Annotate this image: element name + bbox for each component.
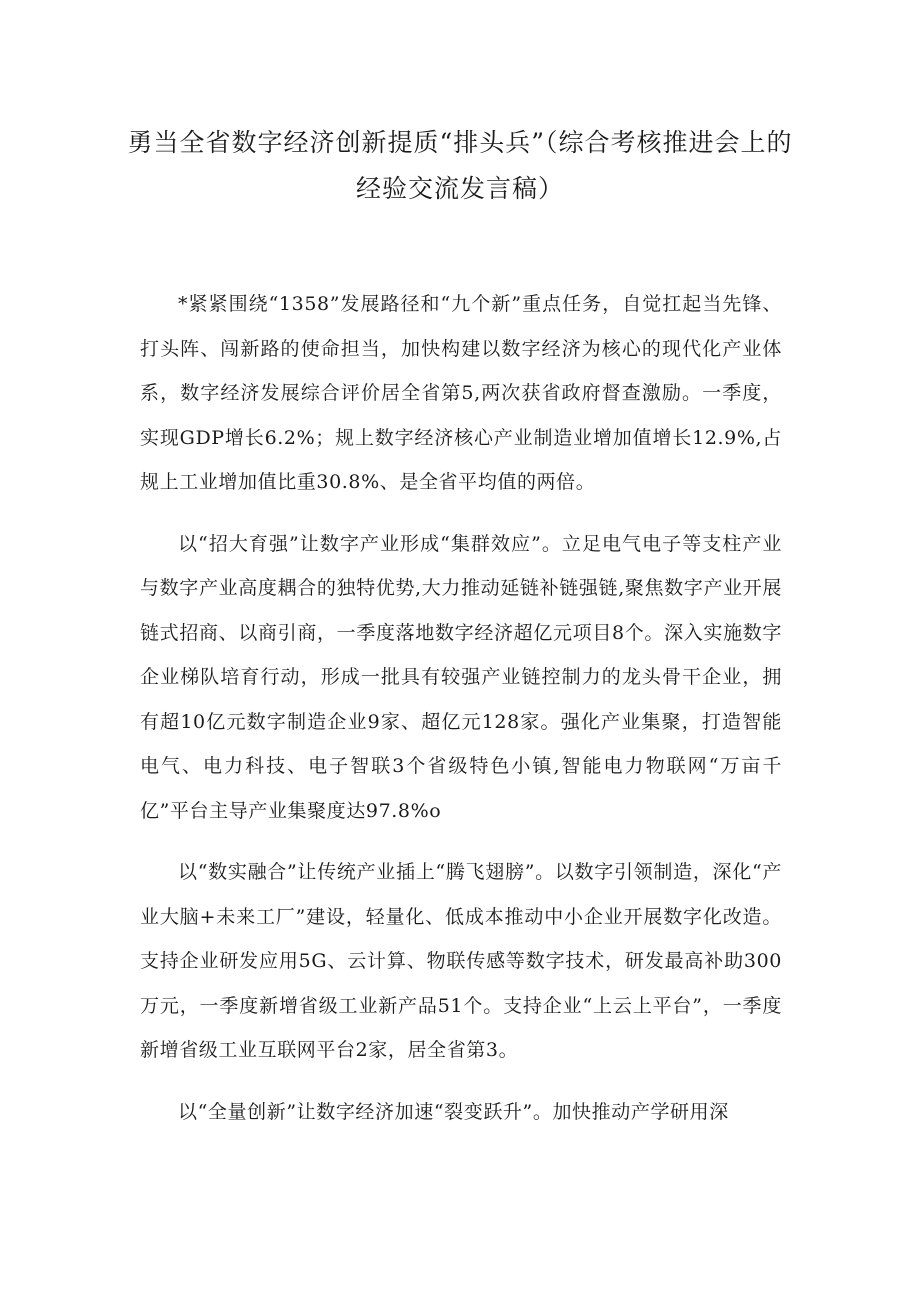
paragraph-innovation: 以“全量创新”让数字经济加速“裂变跃升”。加快推动产学研用深 (178, 1100, 729, 1123)
document-body (140, 282, 782, 1151)
paragraph-digital-integration: 以“数实融合”让传统产业插上“腾飞翅膀”。以数字引领制造，深化“产业大脑+未来工厂”建设，轻量化、低成本推动中小企业开展数字化改造。支持企业研发应用5G、云计算、物联传感等数字技术，研发最高补助300万元，一季度新增省级工业新产品51个。支持企业“上云上平台”，一季度新增省级工业互联网平台2家，居全省第3。 (140, 861, 782, 1061)
document-title: 勇当全省数字经济创新提质“排头兵”（综合考核推进会上的经验交流发言稿） (127, 128, 793, 203)
paragraph-intro: *紧紧围绕“1358”发展路径和“九个新”重点任务，自觉扛起当先锋、打头阵、闯新路的使命担当，加快构建以数字经济为核心的现代化产业体系，数字经济发展综合评价居全省第5,两次获省政府督查激励。一季度，实现GDP增长6.2%；规上数字经济核心产业制造业增加值增长12.9%,占规上工业增加值比重30.8%、是全省平均值的两倍。 (140, 293, 782, 493)
paragraph-industry-cluster: 以“招大育强”让数字产业形成“集群效应”。立足电气电子等支柱产业与数字产业高度耦合的独特优势,大力推动延链补链强链,聚焦数字产业开展链式招商、以商引商，一季度落地数字经济超亿元项目8个。深入实施数字企业梯队培育行动，形成一批具有较强产业链控制力的龙头骨干企业，拥有超10亿元数字制造企业9家、超亿元128家。强化产业集聚，打造智能电气、电力科技、电子智联3个省级特色小镇,智能电力物联网“万亩千亿”平台主导产业集聚度达97.8%o (140, 532, 782, 822)
